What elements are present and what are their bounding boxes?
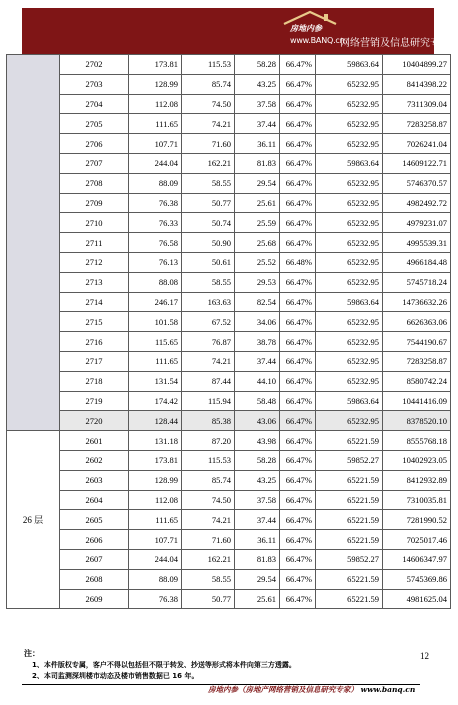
cell-c: 37.44 <box>235 510 280 530</box>
cell-c: 25.59 <box>235 213 280 233</box>
cell-room: 2713 <box>60 272 129 292</box>
cell-price: 59863.64 <box>316 55 383 75</box>
cell-a: 244.04 <box>129 549 182 569</box>
cell-b: 50.77 <box>182 589 235 609</box>
cell-rate: 66.47% <box>280 332 316 352</box>
cell-a: 76.13 <box>129 252 182 272</box>
brand-tagline: 网络营销及信息研究专家 <box>340 38 450 49</box>
cell-room: 2720 <box>60 411 129 431</box>
cell-c: 82.54 <box>235 292 280 312</box>
cell-a: 131.54 <box>129 371 182 391</box>
cell-price: 65232.95 <box>316 213 383 233</box>
cell-b: 58.55 <box>182 569 235 589</box>
cell-price: 65221.59 <box>316 589 383 609</box>
cell-b: 74.21 <box>182 114 235 134</box>
cell-price: 65232.95 <box>316 173 383 193</box>
table-row <box>7 351 451 371</box>
floor-label-26: 26 层 <box>7 431 60 609</box>
cell-room: 2715 <box>60 312 129 332</box>
cell-a: 101.58 <box>129 312 182 332</box>
cell-b: 85.74 <box>182 74 235 94</box>
cell-room: 2603 <box>60 470 129 490</box>
cell-a: 112.08 <box>129 94 182 114</box>
cell-a: 88.08 <box>129 272 182 292</box>
cell-b: 115.94 <box>182 391 235 411</box>
cell-a: 111.65 <box>129 510 182 530</box>
table-row <box>7 272 451 292</box>
cell-b: 163.63 <box>182 292 235 312</box>
cell-a: 173.81 <box>129 55 182 75</box>
cell-room: 2719 <box>60 391 129 411</box>
table-row <box>7 193 451 213</box>
cell-price: 59863.64 <box>316 391 383 411</box>
cell-price: 65221.59 <box>316 510 383 530</box>
table-row <box>7 510 451 530</box>
cell-c: 81.83 <box>235 549 280 569</box>
cell-total: 8414398.22 <box>383 74 451 94</box>
cell-a: 88.09 <box>129 569 182 589</box>
cell-b: 115.53 <box>182 55 235 75</box>
cell-total: 7310035.81 <box>383 490 451 510</box>
cell-total: 4979231.07 <box>383 213 451 233</box>
cell-c: 36.11 <box>235 134 280 154</box>
cell-price: 65232.95 <box>316 312 383 332</box>
cell-c: 81.83 <box>235 153 280 173</box>
cell-b: 58.55 <box>182 173 235 193</box>
header-banner <box>22 8 450 54</box>
cell-price: 65232.95 <box>316 114 383 134</box>
cell-price: 65232.95 <box>316 332 383 352</box>
cell-b: 67.52 <box>182 312 235 332</box>
table-row <box>7 55 451 75</box>
cell-price: 65232.95 <box>316 351 383 371</box>
floor-cell-27 <box>7 55 60 431</box>
cell-b: 87.44 <box>182 371 235 391</box>
note-monitoring: 2、本司监测深圳楼市动态及楼市销售数据已 16 年。 <box>32 672 199 680</box>
cell-c: 37.58 <box>235 490 280 510</box>
cell-b: 74.50 <box>182 490 235 510</box>
cell-price: 65221.59 <box>316 470 383 490</box>
cell-price: 65232.95 <box>316 272 383 292</box>
table-row <box>7 213 451 233</box>
cell-rate: 66.47% <box>280 549 316 569</box>
cell-total: 7311309.04 <box>383 94 451 114</box>
footer-url: www.banq.cn <box>360 685 416 694</box>
table-row <box>7 153 451 173</box>
cell-b: 87.20 <box>182 431 235 451</box>
cell-c: 43.98 <box>235 431 280 451</box>
cell-b: 50.61 <box>182 252 235 272</box>
cell-b: 74.21 <box>182 510 235 530</box>
cell-b: 76.87 <box>182 332 235 352</box>
cell-rate: 66.47% <box>280 490 316 510</box>
cell-a: 76.58 <box>129 233 182 253</box>
note-copyright: 1、本件版权专属，客户不得以包括但不限于转发、抄送等形式将本件向第三方透露。 <box>32 661 296 669</box>
cell-c: 43.25 <box>235 74 280 94</box>
cell-room: 2718 <box>60 371 129 391</box>
cell-room: 2716 <box>60 332 129 352</box>
table-row <box>7 450 451 470</box>
cell-c: 36.11 <box>235 530 280 550</box>
brand-name: 房地内参 <box>290 23 322 33</box>
cell-price: 65232.95 <box>316 193 383 213</box>
cell-rate: 66.47% <box>280 193 316 213</box>
cell-a: 128.99 <box>129 74 182 94</box>
cell-total: 4966184.48 <box>383 252 451 272</box>
cell-rate: 66.47% <box>280 94 316 114</box>
cell-a: 107.71 <box>129 134 182 154</box>
cell-b: 162.21 <box>182 153 235 173</box>
cell-c: 25.61 <box>235 193 280 213</box>
cell-c: 34.06 <box>235 312 280 332</box>
table-row <box>7 549 451 569</box>
cell-a: 76.38 <box>129 193 182 213</box>
cell-room: 2705 <box>60 114 129 134</box>
cell-a: 131.18 <box>129 431 182 451</box>
table-row <box>7 312 451 332</box>
cell-rate: 66.47% <box>280 450 316 470</box>
cell-rate: 66.47% <box>280 411 316 431</box>
cell-a: 112.08 <box>129 490 182 510</box>
cell-rate: 66.47% <box>280 431 316 451</box>
cell-rate: 66.47% <box>280 530 316 550</box>
cell-b: 50.90 <box>182 233 235 253</box>
cell-rate: 66.47% <box>280 213 316 233</box>
cell-a: 115.65 <box>129 332 182 352</box>
cell-rate: 66.47% <box>280 173 316 193</box>
table-row <box>7 332 451 352</box>
cell-room: 2602 <box>60 450 129 470</box>
cell-total: 4981625.04 <box>383 589 451 609</box>
cell-price: 65232.95 <box>316 74 383 94</box>
cell-b: 58.55 <box>182 272 235 292</box>
cell-total: 7026241.04 <box>383 134 451 154</box>
footer <box>208 684 415 695</box>
table-row <box>7 292 451 312</box>
cell-rate: 66.47% <box>280 55 316 75</box>
cell-rate: 66.47% <box>280 233 316 253</box>
table-row <box>7 490 451 510</box>
cell-price: 65232.95 <box>316 233 383 253</box>
cell-b: 85.74 <box>182 470 235 490</box>
cell-c: 29.53 <box>235 272 280 292</box>
brand-url: www.BANQ.cn <box>290 36 345 45</box>
table-row <box>7 114 451 134</box>
cell-a: 111.65 <box>129 114 182 134</box>
cell-price: 65221.59 <box>316 530 383 550</box>
table-row <box>7 530 451 550</box>
cell-room: 2606 <box>60 530 129 550</box>
table-row <box>7 233 451 253</box>
cell-price: 59852.27 <box>316 549 383 569</box>
cell-a: 246.17 <box>129 292 182 312</box>
cell-room: 2711 <box>60 233 129 253</box>
cell-total: 8412932.89 <box>383 470 451 490</box>
cell-total: 6626363.06 <box>383 312 451 332</box>
cell-total: 5745718.24 <box>383 272 451 292</box>
cell-total: 14606347.97 <box>383 549 451 569</box>
cell-b: 115.53 <box>182 450 235 470</box>
cell-c: 58.28 <box>235 55 280 75</box>
table-row <box>7 252 451 272</box>
cell-total: 7283258.87 <box>383 351 451 371</box>
table-row <box>7 569 451 589</box>
page-number: 12 <box>420 651 429 661</box>
cell-a: 128.99 <box>129 470 182 490</box>
cell-price: 65221.59 <box>316 490 383 510</box>
cell-b: 74.21 <box>182 351 235 371</box>
cell-room: 2710 <box>60 213 129 233</box>
cell-room: 2706 <box>60 134 129 154</box>
cell-room: 2708 <box>60 173 129 193</box>
cell-b: 71.60 <box>182 134 235 154</box>
cell-price: 65232.95 <box>316 371 383 391</box>
cell-room: 2707 <box>60 153 129 173</box>
cell-c: 43.06 <box>235 411 280 431</box>
table-row <box>7 411 451 431</box>
cell-c: 58.48 <box>235 391 280 411</box>
cell-price: 65221.59 <box>316 431 383 451</box>
cell-room: 2717 <box>60 351 129 371</box>
price-table <box>6 54 451 609</box>
cell-room: 2709 <box>60 193 129 213</box>
cell-a: 244.04 <box>129 153 182 173</box>
cell-room: 2714 <box>60 292 129 312</box>
cell-total: 4982492.72 <box>383 193 451 213</box>
cell-b: 50.77 <box>182 193 235 213</box>
cell-c: 25.52 <box>235 252 280 272</box>
cell-total: 10402923.05 <box>383 450 451 470</box>
table-row <box>7 470 451 490</box>
cell-total: 10404899.27 <box>383 55 451 75</box>
cell-rate: 66.47% <box>280 114 316 134</box>
cell-rate: 66.47% <box>280 589 316 609</box>
cell-room: 2608 <box>60 569 129 589</box>
cell-total: 7283258.87 <box>383 114 451 134</box>
cell-total: 14609122.71 <box>383 153 451 173</box>
cell-price: 65232.95 <box>316 94 383 114</box>
table-row <box>7 134 451 154</box>
cell-total: 4995539.31 <box>383 233 451 253</box>
cell-rate: 66.47% <box>280 470 316 490</box>
cell-price: 59863.64 <box>316 153 383 173</box>
cell-rate: 66.47% <box>280 153 316 173</box>
cell-b: 50.74 <box>182 213 235 233</box>
cell-total: 8580742.24 <box>383 371 451 391</box>
cell-price: 65232.95 <box>316 411 383 431</box>
cell-b: 74.50 <box>182 94 235 114</box>
cell-rate: 66.47% <box>280 74 316 94</box>
cell-rate: 66.47% <box>280 272 316 292</box>
table-row <box>7 589 451 609</box>
table-row <box>7 371 451 391</box>
cell-rate: 66.47% <box>280 312 316 332</box>
cell-c: 29.54 <box>235 569 280 589</box>
cell-room: 2604 <box>60 490 129 510</box>
cell-a: 88.09 <box>129 173 182 193</box>
cell-total: 8555768.18 <box>383 431 451 451</box>
cell-room: 2607 <box>60 549 129 569</box>
cell-rate: 66.47% <box>280 510 316 530</box>
cell-total: 7025017.46 <box>383 530 451 550</box>
table-row <box>7 94 451 114</box>
cell-price: 65232.95 <box>316 134 383 154</box>
cell-c: 37.44 <box>235 351 280 371</box>
footer-label: 房地内参（房地产网络营销及信息研究专家） <box>208 685 358 694</box>
table-row <box>7 173 451 193</box>
cell-room: 2704 <box>60 94 129 114</box>
cell-c: 37.44 <box>235 114 280 134</box>
cell-total: 7544190.67 <box>383 332 451 352</box>
cell-a: 111.65 <box>129 351 182 371</box>
cell-c: 43.25 <box>235 470 280 490</box>
cell-total: 5746370.57 <box>383 173 451 193</box>
cell-b: 162.21 <box>182 549 235 569</box>
cell-total: 10441416.09 <box>383 391 451 411</box>
cell-rate: 66.47% <box>280 371 316 391</box>
cell-c: 44.10 <box>235 371 280 391</box>
cell-room: 2712 <box>60 252 129 272</box>
cell-total: 8378520.10 <box>383 411 451 431</box>
cell-a: 173.81 <box>129 450 182 470</box>
cell-a: 174.42 <box>129 391 182 411</box>
notes-heading: 注： <box>24 649 40 658</box>
cell-b: 85.38 <box>182 411 235 431</box>
cell-c: 58.28 <box>235 450 280 470</box>
cell-rate: 66.47% <box>280 292 316 312</box>
cell-c: 25.68 <box>235 233 280 253</box>
cell-price: 65221.59 <box>316 569 383 589</box>
table-row <box>7 431 451 451</box>
cell-c: 38.78 <box>235 332 280 352</box>
cell-price: 65232.95 <box>316 252 383 272</box>
cell-room: 2703 <box>60 74 129 94</box>
cell-b: 71.60 <box>182 530 235 550</box>
cell-total: 7281990.52 <box>383 510 451 530</box>
cell-price: 59852.27 <box>316 450 383 470</box>
cell-room: 2702 <box>60 55 129 75</box>
cell-rate: 66.48% <box>280 252 316 272</box>
cell-c: 37.58 <box>235 94 280 114</box>
cell-total: 5745369.86 <box>383 569 451 589</box>
cell-rate: 66.47% <box>280 351 316 371</box>
cell-c: 25.61 <box>235 589 280 609</box>
cell-price: 59863.64 <box>316 292 383 312</box>
cell-rate: 66.47% <box>280 134 316 154</box>
cell-a: 76.38 <box>129 589 182 609</box>
cell-c: 29.54 <box>235 173 280 193</box>
cell-rate: 66.47% <box>280 391 316 411</box>
cell-a: 128.44 <box>129 411 182 431</box>
cell-room: 2605 <box>60 510 129 530</box>
notes-box <box>22 647 416 687</box>
table-row <box>7 391 451 411</box>
table-row <box>7 74 451 94</box>
cell-total: 14736632.26 <box>383 292 451 312</box>
cell-a: 76.33 <box>129 213 182 233</box>
cell-room: 2601 <box>60 431 129 451</box>
cell-rate: 66.47% <box>280 569 316 589</box>
cell-a: 107.71 <box>129 530 182 550</box>
cell-room: 2609 <box>60 589 129 609</box>
